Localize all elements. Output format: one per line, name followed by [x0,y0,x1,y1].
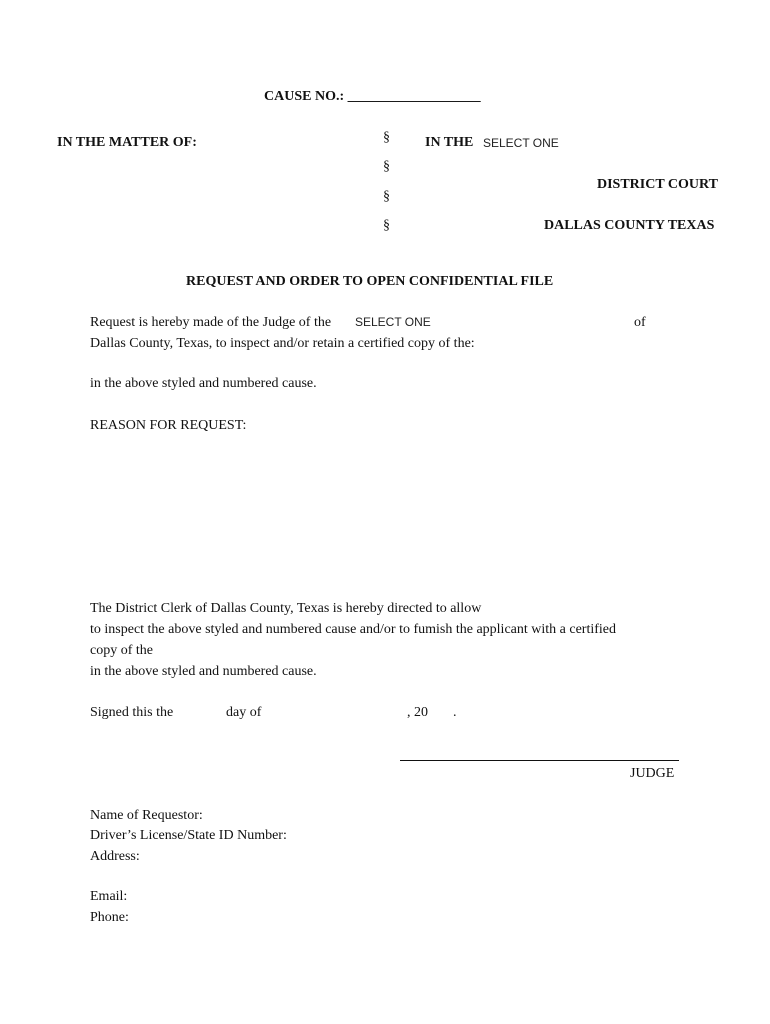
request-of-text: of [634,315,646,330]
reason-label: REASON FOR REQUEST: [90,418,247,433]
court-select-field[interactable]: SELECT ONE [483,136,559,150]
judge-signature-line [400,760,679,761]
signed-period: . [453,705,457,720]
section-symbol: § [383,130,390,145]
order-line-2: to inspect the above styled and numbered cause and/or to fumish the applicant with a certified [90,622,616,637]
in-the-label: IN THE [425,135,474,150]
signed-label: Signed this the [90,705,174,720]
district-court-label: DISTRICT COURT [597,177,719,192]
judge-select-field[interactable]: SELECT ONE [355,315,431,329]
request-line-3: in the above styled and numbered cause. [90,376,317,391]
requestor-name-label: Name of Requestor: [90,808,203,823]
requestor-phone-label: Phone: [90,910,129,925]
matter-label: IN THE MATTER OF: [57,135,197,150]
order-line-4: in the above styled and numbered cause. [90,664,317,679]
requestor-email-label: Email: [90,889,128,904]
county-label: DALLAS COUNTY TEXAS [544,218,715,233]
section-symbol: § [383,218,390,233]
requestor-address-label: Address: [90,849,140,864]
section-symbol: § [383,159,390,174]
order-line-1: The District Clerk of Dallas County, Texas is hereby directed to allow [90,601,482,616]
section-symbol: § [383,189,390,204]
document-title: REQUEST AND ORDER TO OPEN CONFIDENTIAL FILE [186,274,554,289]
day-of-label: day of [226,705,262,720]
cause-number-label: CAUSE NO.: ___________________ [264,89,481,104]
judge-label: JUDGE [630,766,675,781]
order-line-3: copy of the [90,643,153,658]
year-prefix: , 20 [407,705,428,720]
request-line-2: Dallas County, Texas, to inspect and/or retain a certified copy of the: [90,336,475,351]
request-intro: Request is hereby made of the Judge of the [90,315,332,330]
requestor-license-label: Driver’s License/State ID Number: [90,828,287,843]
